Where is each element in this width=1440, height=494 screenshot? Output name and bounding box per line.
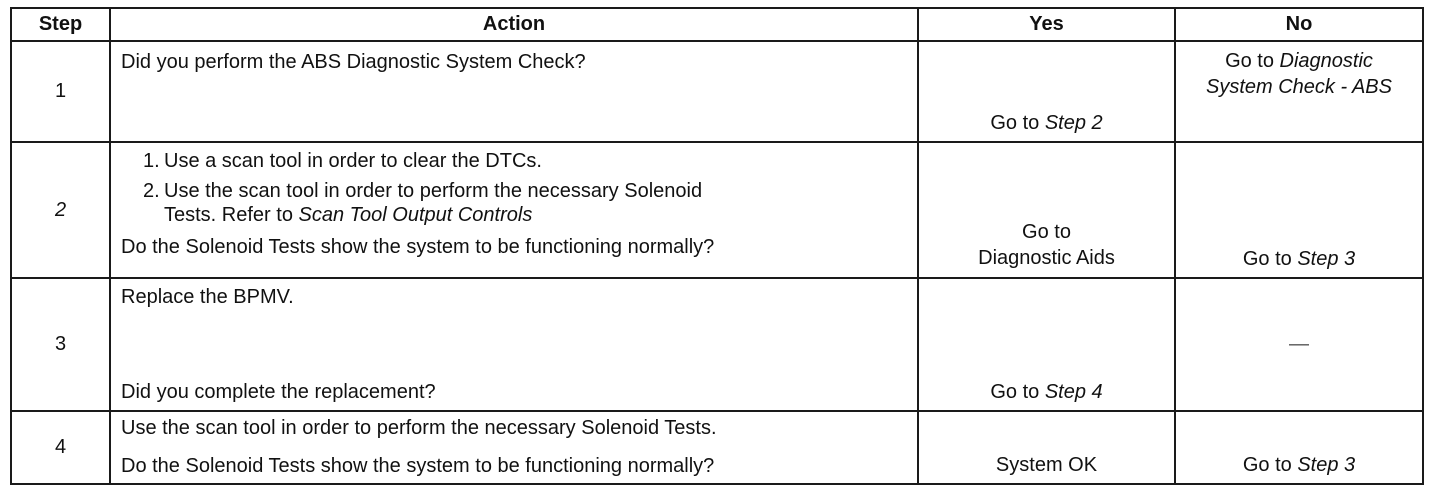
yes-prefix: Go to <box>990 112 1045 134</box>
no-prefix: Go to <box>1242 454 1298 476</box>
yes-link: Step 2 <box>1044 112 1103 134</box>
list-item: 2. Use the scan tool in order to perform the necessary Solenoid Tests. Refer to Scan Tool Output Controls <box>143 180 703 226</box>
header-row <box>11 8 1423 41</box>
action-question: Do the Solenoid Tests show the system to be functioning normally? <box>121 236 715 258</box>
action-question: Do the Solenoid Tests show the system to be functioning normally? <box>121 455 715 477</box>
no-prefix: Go to <box>1242 248 1298 270</box>
no-prefix: Go to <box>1225 50 1280 72</box>
action-instruction: Use the scan tool in order to perform the necessary Solenoid Tests. <box>121 417 717 439</box>
step-number: 1 <box>11 41 110 142</box>
no-cell <box>1175 411 1423 484</box>
no-link-line2: System Check - ABS <box>1206 76 1392 98</box>
action-cell <box>110 278 918 411</box>
action-cell <box>110 41 918 142</box>
yes-cell <box>918 41 1175 142</box>
yes-text: System OK <box>995 454 1098 476</box>
yes-prefix: Go to <box>990 381 1045 403</box>
step-number: 3 <box>11 278 110 411</box>
step-number: 2 <box>11 142 110 278</box>
yes-cell <box>918 411 1175 484</box>
no-cell <box>1175 278 1423 411</box>
no-link-line1: Diagnostic <box>1279 50 1373 72</box>
header-no: No <box>1175 8 1423 41</box>
action-reference-link: Scan Tool Output Controls <box>298 204 533 226</box>
list-item: 1. Use a scan tool in order to clear the DTCs. <box>143 150 542 172</box>
table-row <box>11 278 1423 411</box>
no-cell <box>1175 41 1423 142</box>
step-number: 4 <box>11 411 110 484</box>
table-row <box>11 41 1423 142</box>
header-action: Action <box>110 8 918 41</box>
action-question: Did you perform the ABS Diagnostic System Check? <box>121 51 586 73</box>
no-dash: — <box>1289 333 1309 355</box>
no-link: Step 3 <box>1297 248 1356 270</box>
table-row <box>11 142 1423 278</box>
yes-link: Step 4 <box>1044 381 1103 403</box>
action-cell <box>110 142 918 278</box>
header-step: Step <box>11 8 110 41</box>
action-question: Did you complete the replacement? <box>121 381 436 403</box>
diagnostic-table <box>10 7 1424 485</box>
action-cell <box>110 411 918 484</box>
header-yes: Yes <box>918 8 1175 41</box>
yes-line1: Go to <box>1022 221 1071 243</box>
table-row <box>11 411 1423 484</box>
no-cell <box>1175 142 1423 278</box>
no-link: Step 3 <box>1297 454 1356 476</box>
yes-cell <box>918 278 1175 411</box>
action-steps-list <box>121 149 917 227</box>
yes-line2: Diagnostic Aids <box>978 247 1115 269</box>
yes-cell <box>918 142 1175 278</box>
action-instruction: Replace the BPMV. <box>121 286 294 308</box>
